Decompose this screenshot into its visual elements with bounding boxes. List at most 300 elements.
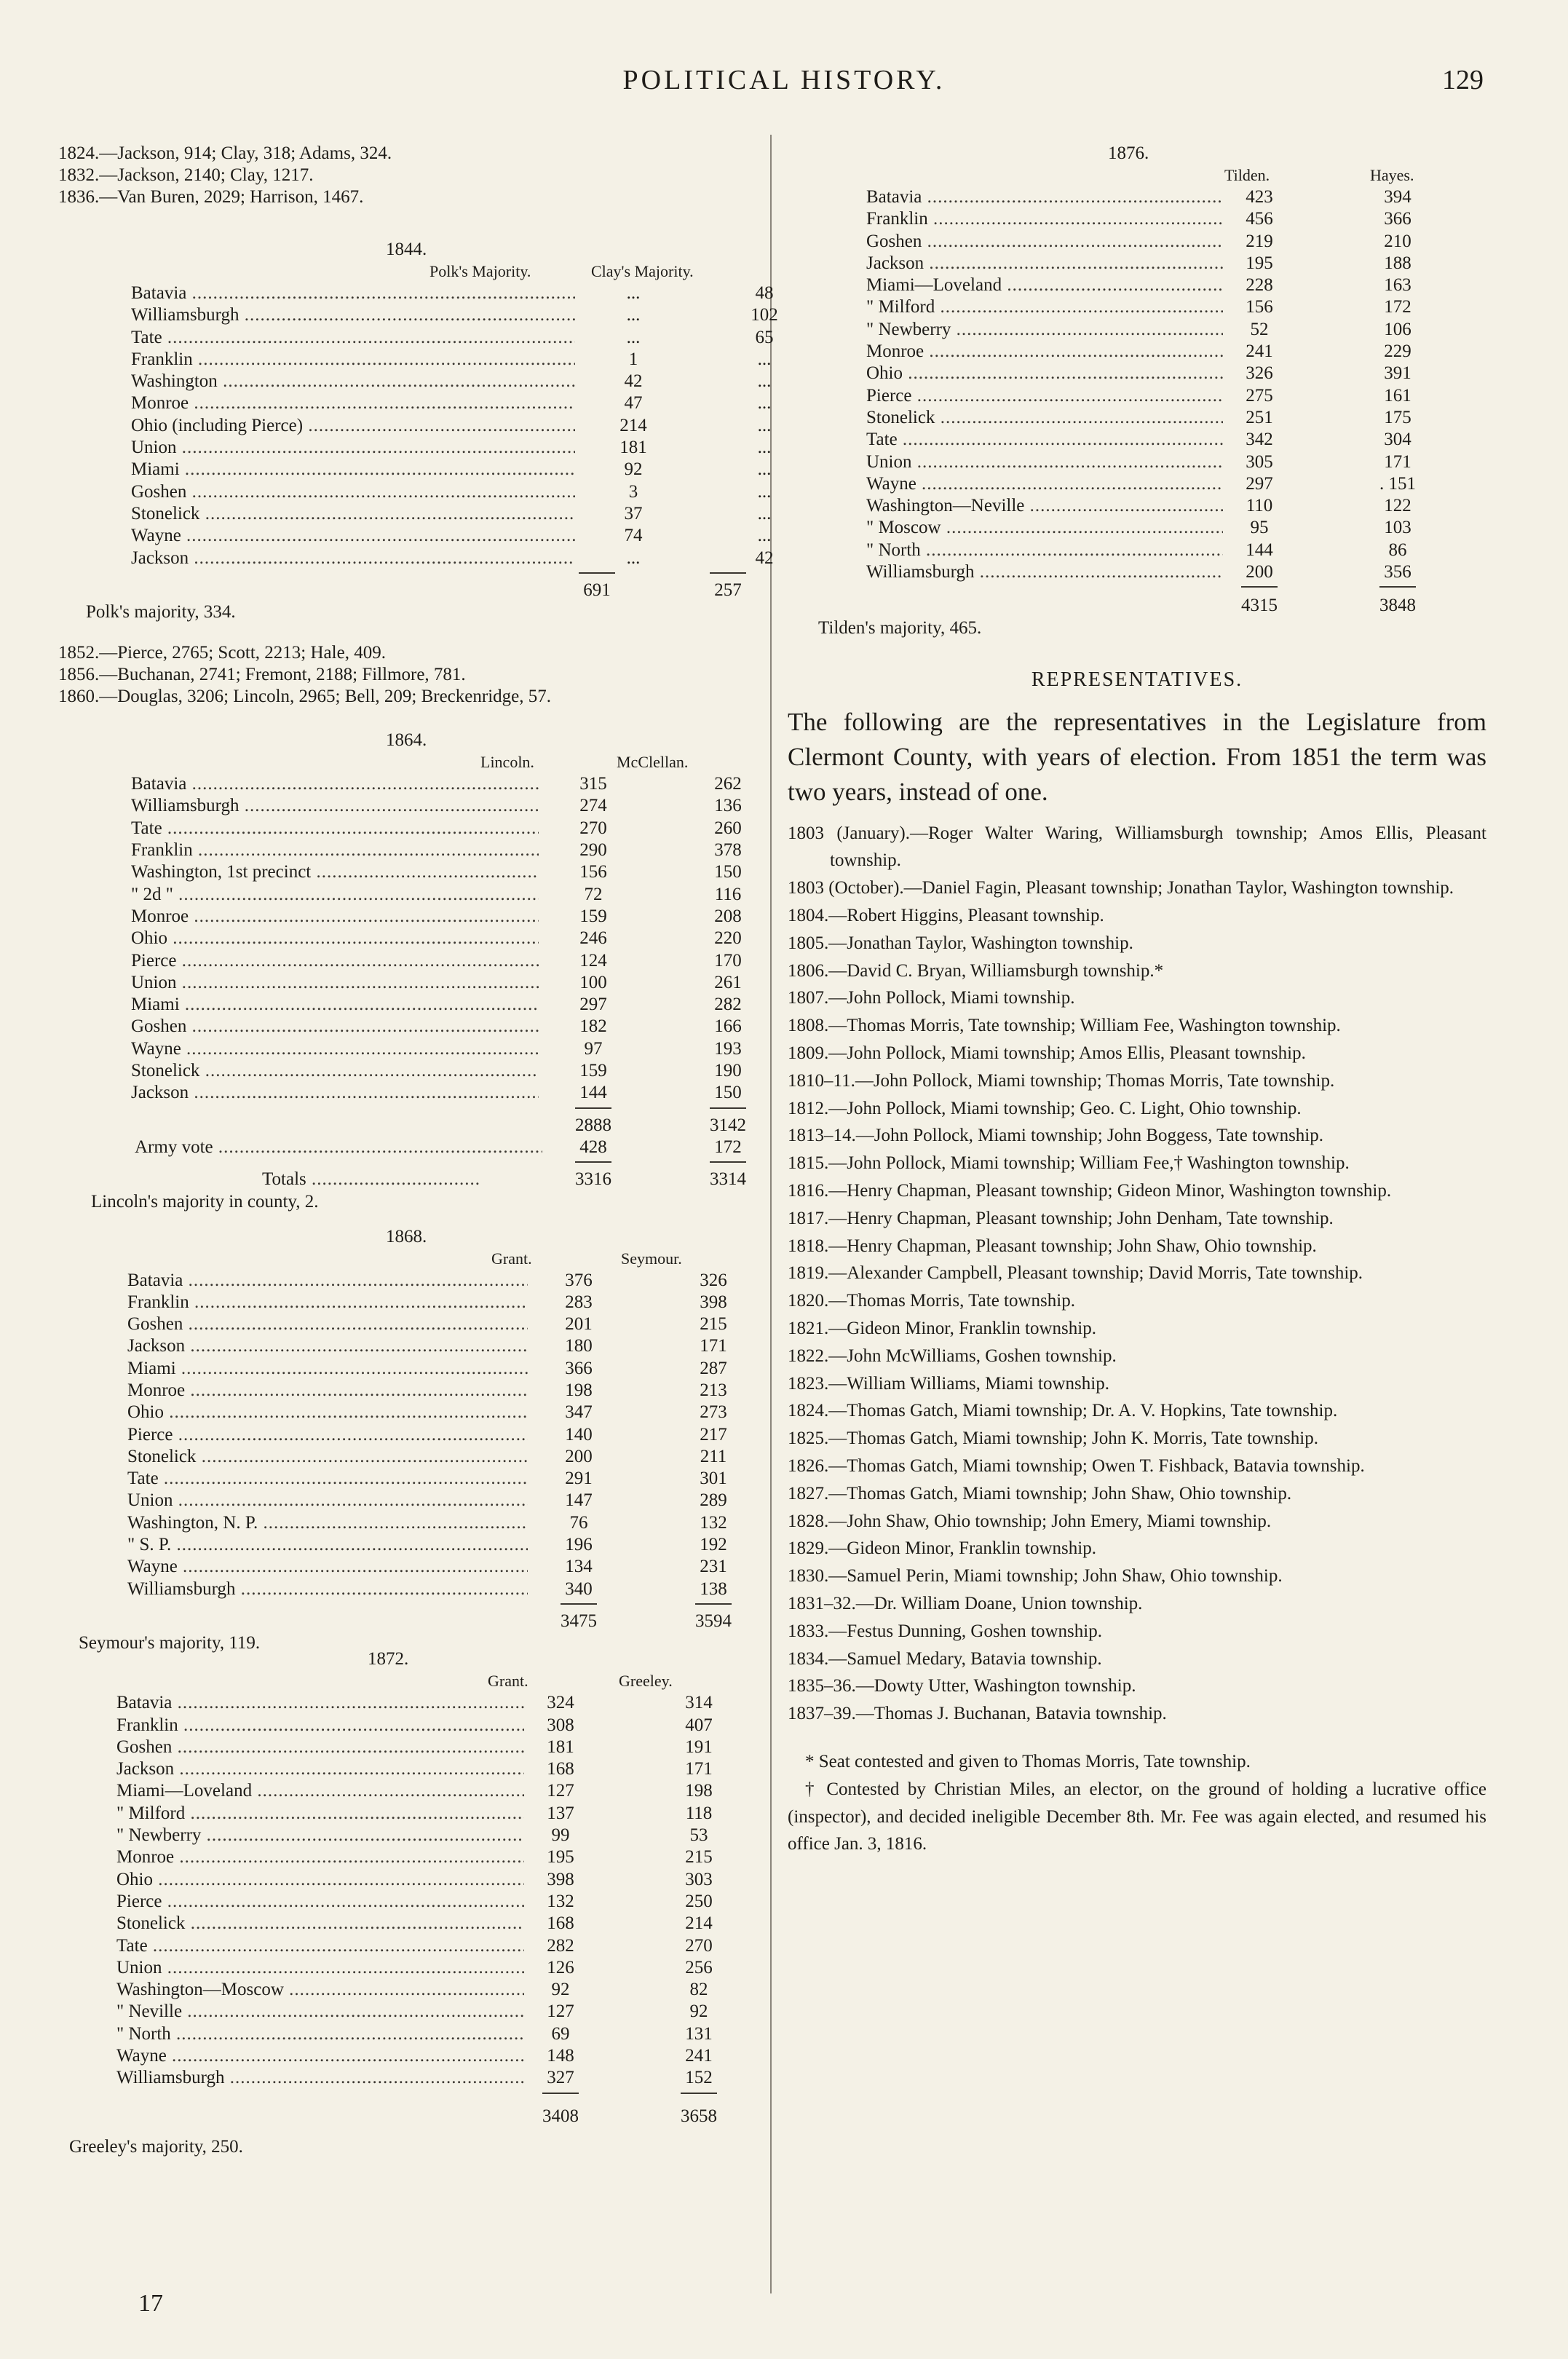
value-a: 181 [547, 1736, 574, 1757]
rep-entry: 1806.—David C. Bryan, Williamsburgh township.* [788, 960, 1164, 981]
table-row [866, 517, 1486, 539]
value-b: 166 [714, 1016, 742, 1037]
value-a: 100 [579, 972, 607, 992]
township-name: Batavia ..... [116, 1692, 524, 1714]
total-b: 3658 [681, 2106, 717, 2126]
rep-entry: 1804.—Robert Higgins, Pleasant township. [788, 906, 1104, 926]
value-a: 99 [551, 1825, 570, 1846]
table-row [116, 1736, 757, 1758]
table-row [131, 304, 778, 326]
value-b: 261 [714, 972, 742, 992]
value-b: 366 [1384, 209, 1411, 229]
table-row [116, 1913, 757, 1935]
value-b: 210 [1384, 231, 1411, 251]
value-a: 195 [547, 1847, 574, 1868]
majority-note: Greeley's majority, 250. [69, 2136, 243, 2157]
sum-rule [127, 1600, 757, 1611]
township-name: Stonelick ..... [116, 1913, 524, 1935]
table-row [116, 2001, 757, 2023]
table-row [131, 548, 774, 569]
table-row [866, 186, 1486, 208]
township-name: " Newberry ..... [866, 319, 1223, 341]
row-name: Army vote ..... [135, 1137, 542, 1158]
township-name: Monroe ..... [866, 341, 1223, 363]
value-a: 159 [579, 906, 607, 926]
township-name: Union ..... [116, 1957, 524, 1979]
totals-row [131, 580, 757, 601]
sum-rule [116, 2090, 757, 2100]
township-name: " 2d " ..... [131, 884, 539, 906]
rep-entry: 1816.—Henry Chapman, Pleasant township; Gideon Minor, Washington township. [788, 1181, 1392, 1201]
township-name: Stonelick ..... [866, 407, 1223, 429]
total-a: 4315 [1241, 596, 1278, 616]
value-b: 172 [1384, 297, 1411, 317]
table-row [131, 884, 757, 906]
township-name: Monroe ..... [131, 392, 575, 414]
reps-list [788, 820, 1486, 1728]
township-name: Williamsburgh ..... [131, 795, 539, 817]
election-1864 [58, 730, 757, 1212]
rep-entry: 1827.—Thomas Gatch, Miami township; John Shaw, Ohio township. [788, 1483, 1292, 1503]
township-name: " Milford ..... [866, 296, 1223, 318]
rep-entry: 1828.—John Shaw, Ohio township; John Emery, Miami township. [788, 1511, 1272, 1531]
township-name: " Newberry ..... [116, 1825, 524, 1846]
rep-entry: 1807.—John Pollock, Miami township. [788, 988, 1075, 1008]
value-a: 290 [579, 840, 607, 861]
early-results [58, 143, 757, 208]
column-headers [58, 1670, 757, 1692]
table-row [866, 274, 1486, 296]
table-row [116, 1780, 757, 1802]
value-a: 110 [1246, 496, 1273, 516]
township-name: Goshen ..... [131, 481, 575, 503]
table-row [131, 773, 757, 795]
table-row [116, 1935, 757, 1957]
value-b: 256 [685, 1957, 713, 1977]
value-b: 303 [685, 1869, 713, 1889]
col-header: McClellan. [617, 753, 689, 772]
value-b: 48 [755, 283, 774, 303]
totals-row [131, 1169, 757, 1190]
value-a: 147 [565, 1490, 593, 1511]
table-row [116, 1979, 757, 2001]
table-row [127, 1534, 757, 1556]
table-row [116, 1758, 757, 1780]
value-b: ... [757, 415, 772, 435]
right-column [788, 143, 1486, 1858]
table-row [866, 319, 1486, 341]
value-b: 150 [714, 1083, 742, 1103]
value-b: 42 [755, 548, 774, 568]
army-row [131, 1137, 757, 1158]
footnotes [788, 1748, 1486, 1858]
value-b: 213 [700, 1380, 727, 1400]
table-row [866, 208, 1486, 230]
sum-rule [131, 1158, 757, 1169]
township-name: Williamsburgh ..... [866, 561, 1223, 583]
value-a: 376 [565, 1270, 593, 1290]
table-row [127, 1512, 757, 1534]
township-name: Ohio ..... [116, 1869, 524, 1891]
value-a: 1 [628, 349, 638, 369]
col-header: Grant. [488, 1672, 528, 1691]
value-a: 144 [579, 1083, 607, 1103]
value-b: 407 [685, 1715, 713, 1735]
value-b: 398 [700, 1292, 727, 1312]
army-a: 428 [579, 1137, 607, 1157]
value-b: 103 [1384, 518, 1411, 538]
value-b: 190 [714, 1061, 742, 1081]
table-row [131, 906, 757, 928]
col-header: Greeley. [619, 1672, 673, 1691]
township-name: Wayne ..... [131, 525, 575, 547]
township-name: Miami—Loveland ..... [116, 1780, 524, 1802]
value-b: 273 [700, 1402, 727, 1423]
value-a: 251 [1246, 407, 1273, 427]
result-line: 1824.—Jackson, 914; Clay, 318; Adams, 324. [58, 143, 392, 163]
table-row [131, 1082, 757, 1104]
table-row [131, 795, 757, 817]
table-row [127, 1380, 757, 1402]
army-b: 172 [714, 1137, 742, 1157]
value-a: 37 [624, 503, 643, 523]
rep-entry: 1812.—John Pollock, Miami township; Geo. C. Light, Ohio township. [788, 1098, 1302, 1118]
value-a: ... [626, 327, 641, 347]
value-b: 220 [714, 928, 742, 949]
value-b: 241 [685, 2046, 713, 2066]
totals-row [127, 1611, 757, 1632]
value-b: 289 [700, 1490, 727, 1511]
table-row [866, 341, 1486, 363]
value-a: 315 [579, 774, 607, 794]
table-row [866, 451, 1486, 473]
rep-entry: 1817.—Henry Chapman, Pleasant township; John Denham, Tate township. [788, 1208, 1334, 1228]
mid-results [58, 642, 757, 708]
township-name: Ohio ..... [131, 928, 539, 949]
value-a: 76 [569, 1512, 588, 1533]
table-row [131, 861, 757, 883]
value-a: 270 [579, 818, 607, 838]
table-row [131, 928, 757, 949]
value-a: 214 [619, 415, 647, 435]
township-name: Ohio (including Pierce) ..... [131, 415, 575, 437]
value-a: 168 [547, 1759, 574, 1779]
total-b: 3314 [710, 1169, 746, 1190]
election-1872 [58, 1648, 757, 2158]
col-header: Clay's Majority. [591, 262, 694, 280]
column-headers [788, 165, 1486, 186]
value-b: 150 [714, 862, 742, 882]
table-row [116, 1869, 757, 1891]
value-a: 69 [551, 2023, 570, 2044]
sum-rule [131, 1105, 757, 1115]
table-row [131, 972, 757, 994]
value-b: 131 [685, 2023, 713, 2044]
rep-entry: 1805.—Jonathan Taylor, Washington township. [788, 933, 1133, 953]
rep-entry: 1819.—Alexander Campbell, Pleasant township; David Morris, Tate township. [788, 1263, 1363, 1284]
township-name: Goshen ..... [131, 1016, 539, 1038]
township-name: Goshen ..... [127, 1313, 528, 1335]
rep-entry: 1835–36.—Dowty Utter, Washington township. [788, 1676, 1136, 1696]
left-column [58, 143, 778, 2158]
value-b: ... [757, 503, 772, 523]
township-name: Stonelick ..... [127, 1446, 528, 1468]
table-row [866, 540, 1486, 561]
majority-note: Polk's majority, 334. [86, 602, 236, 623]
value-a: 47 [624, 393, 643, 414]
total-b: 3594 [695, 1611, 732, 1631]
value-b: 260 [714, 818, 742, 838]
election-1844 [58, 239, 778, 623]
result-line: 1852.—Pierce, 2765; Scott, 2213; Hale, 409. [58, 643, 386, 663]
value-b: ... [757, 481, 772, 502]
township-name: Jackson ..... [116, 1758, 524, 1780]
value-b: 136 [714, 796, 742, 816]
value-b: 304 [1384, 430, 1411, 450]
results-table [131, 282, 778, 569]
township-name: Union ..... [866, 451, 1223, 473]
table-row [866, 231, 1486, 253]
table-row [866, 363, 1486, 384]
column-headers [58, 751, 757, 773]
row-name: Totals ..... [262, 1169, 480, 1190]
township-name: Jackson ..... [127, 1335, 528, 1357]
results-table [131, 773, 757, 1104]
value-b: 116 [714, 884, 742, 904]
value-a: 196 [565, 1535, 593, 1555]
value-b: 152 [685, 2068, 713, 2088]
table-row [116, 1891, 757, 1913]
value-a: 195 [1246, 253, 1273, 273]
rep-entry: 1808.—Thomas Morris, Tate township; William Fee, Washington township. [788, 1016, 1341, 1036]
value-a: 324 [547, 1693, 574, 1713]
value-b: 217 [700, 1424, 727, 1445]
value-a: 198 [565, 1380, 593, 1400]
value-a: 200 [565, 1446, 593, 1466]
total-b: 3848 [1379, 596, 1416, 616]
table-row [116, 1803, 757, 1825]
value-a: 297 [1246, 473, 1273, 494]
township-name: Franklin ..... [131, 839, 539, 861]
table-row [866, 429, 1486, 451]
value-b: 122 [1384, 496, 1411, 516]
rep-entry: 1824.—Thomas Gatch, Miami township; Dr. A. V. Hopkins, Tate township. [788, 1401, 1338, 1421]
table-row [116, 1957, 757, 1979]
year-heading: 1864. [386, 730, 427, 751]
table-row [131, 1038, 757, 1060]
table-row [131, 481, 772, 503]
subtotal-row [131, 1115, 757, 1137]
reps-intro: The following are the representatives in the Legislature from Clermont County, with years of election. From 1851 the term was two years, instead of one. [788, 707, 1486, 806]
total-b: 257 [714, 580, 742, 600]
township-name: Jackson ..... [131, 548, 575, 569]
table-row [131, 950, 757, 972]
value-b: ... [757, 526, 772, 546]
township-name: Washington—Neville ..... [866, 495, 1223, 517]
rep-entry: 1818.—Henry Chapman, Pleasant township; John Shaw, Ohio township. [788, 1236, 1317, 1256]
majority-note: Tilden's majority, 465. [818, 617, 982, 638]
township-name: Franklin ..... [127, 1292, 528, 1313]
value-b: 170 [714, 950, 742, 971]
table-row [127, 1358, 757, 1380]
value-a: 156 [1246, 297, 1273, 317]
table-row [127, 1446, 757, 1468]
rep-entry: 1826.—Thomas Gatch, Miami township; Owen T. Fishback, Batavia township. [788, 1455, 1365, 1476]
value-a: 97 [584, 1038, 603, 1059]
result-line: 1836.—Van Buren, 2029; Harrison, 1467. [58, 187, 364, 207]
year-heading: 1844. [386, 240, 427, 259]
table-row [127, 1402, 757, 1423]
table-row [127, 1556, 757, 1578]
table-row [116, 2023, 757, 2045]
table-row [127, 1468, 757, 1490]
township-name: " Neville ..... [116, 2001, 524, 2023]
value-a: 42 [624, 371, 643, 392]
township-name: Franklin ..... [866, 208, 1223, 230]
rep-entry: 1810–11.—John Pollock, Miami township; Thomas Morris, Tate township. [788, 1070, 1335, 1091]
rep-entry: 1803 (October).—Daniel Fagin, Pleasant township; Jonathan Taylor, Washington township. [788, 878, 1454, 898]
table-row [116, 2045, 757, 2067]
table-row [131, 459, 772, 481]
table-row [866, 385, 1486, 407]
col-header: Seymour. [621, 1249, 682, 1268]
value-a: 52 [1250, 319, 1269, 339]
value-a: 137 [547, 1803, 574, 1823]
value-a: ... [626, 548, 641, 568]
rep-entry: 1813–14.—John Pollock, Miami township; John Boggess, Tate township. [788, 1126, 1323, 1146]
table-row [127, 1270, 757, 1292]
value-b: 175 [1384, 407, 1411, 427]
value-b: 326 [700, 1270, 727, 1290]
township-name: Union ..... [131, 972, 539, 994]
table-row [127, 1578, 757, 1600]
township-name: " S. P. ..... [127, 1534, 528, 1556]
township-name: Miami ..... [127, 1358, 528, 1380]
totals-row [866, 595, 1486, 617]
value-b: 270 [685, 1935, 713, 1956]
township-name: Stonelick ..... [131, 503, 575, 525]
value-b: ... [757, 438, 772, 458]
value-b: 65 [755, 327, 774, 347]
subtotal-b: 3142 [710, 1115, 746, 1135]
township-name: Batavia ..... [866, 186, 1223, 208]
table-row [131, 282, 774, 304]
page-header [0, 64, 1568, 108]
township-name: Ohio ..... [127, 1402, 528, 1423]
value-a: 423 [1246, 187, 1273, 207]
value-a: 126 [547, 1957, 574, 1977]
table-row [866, 407, 1486, 429]
value-b: 138 [700, 1578, 727, 1599]
value-b: 215 [700, 1314, 727, 1335]
value-a: 144 [1246, 540, 1273, 560]
value-a: 456 [1246, 209, 1273, 229]
value-b: 161 [1384, 385, 1411, 406]
rep-entry: 1837–39.—Thomas J. Buchanan, Batavia township. [788, 1704, 1167, 1724]
election-1868 [58, 1226, 757, 1655]
value-a: 342 [1246, 430, 1273, 450]
table-row [127, 1292, 757, 1313]
running-title: POLITICAL HISTORY. [622, 65, 946, 95]
township-name: Wayne ..... [116, 2045, 524, 2067]
column-headers [58, 1248, 757, 1270]
table-row [127, 1313, 757, 1335]
table-row [116, 1715, 757, 1736]
col-header: Grant. [491, 1249, 532, 1268]
rep-entry: 1825.—Thomas Gatch, Miami township; John K. Morris, Tate township. [788, 1429, 1318, 1449]
rep-entry: 1829.—Gideon Minor, Franklin township. [788, 1538, 1096, 1559]
value-a: 228 [1246, 275, 1273, 296]
township-name: Franklin ..... [131, 349, 575, 371]
value-a: 3 [628, 481, 638, 502]
township-name: Tate ..... [127, 1468, 528, 1490]
township-name: Washington, 1st precinct ..... [131, 861, 539, 883]
township-name: Tate ..... [131, 818, 539, 839]
col-header: Hayes. [1370, 166, 1414, 184]
value-a: 305 [1246, 451, 1273, 472]
value-a: 182 [579, 1016, 607, 1037]
value-a: 156 [579, 862, 607, 882]
township-name: Monroe ..... [116, 1846, 524, 1868]
value-a: 148 [547, 2046, 574, 2066]
value-a: 181 [619, 438, 647, 458]
township-name: Union ..... [131, 437, 575, 459]
township-name: " Moscow ..... [866, 517, 1223, 539]
township-name: " Milford ..... [116, 1803, 524, 1825]
township-name: Ohio ..... [866, 363, 1223, 384]
table-row [131, 349, 772, 371]
township-name: Washington, N. P. ..... [127, 1512, 528, 1534]
value-a: 134 [565, 1557, 593, 1577]
township-name: Goshen ..... [116, 1736, 524, 1758]
township-name: Monroe ..... [127, 1380, 528, 1402]
table-row [866, 253, 1486, 274]
table-row [131, 1016, 757, 1038]
township-name: Miami ..... [131, 459, 575, 481]
table-row [127, 1490, 757, 1512]
table-row [131, 818, 757, 839]
township-name: Wayne ..... [866, 473, 1223, 495]
table-row [116, 2067, 757, 2089]
table-row [866, 296, 1486, 318]
reps-heading: REPRESENTATIVES. [1031, 668, 1243, 691]
value-a: 140 [565, 1424, 593, 1445]
township-name: Tate ..... [116, 1935, 524, 1957]
value-a: 283 [565, 1292, 593, 1312]
value-b: 193 [714, 1038, 742, 1059]
value-b: 214 [685, 1913, 713, 1934]
rep-entry: 1821.—Gideon Minor, Franklin township. [788, 1318, 1096, 1338]
page-number: 129 [1442, 65, 1484, 95]
value-a: 201 [565, 1314, 593, 1335]
election-1876 [788, 143, 1486, 639]
value-b: ... [757, 371, 772, 392]
subtotal-a: 2888 [575, 1115, 611, 1135]
value-a: ... [626, 283, 641, 303]
table-row [866, 495, 1486, 517]
value-a: 124 [579, 950, 607, 971]
value-a: 180 [565, 1336, 593, 1356]
value-a: 74 [624, 526, 643, 546]
value-a: ... [626, 305, 641, 325]
table-row [131, 437, 772, 459]
result-line: 1860.—Douglas, 3206; Lincoln, 2965; Bell, 209; Breckenridge, 57. [58, 687, 551, 707]
value-a: 127 [547, 2002, 574, 2022]
result-line: 1856.—Buchanan, 2741; Fremont, 2188; Fillmore, 781. [58, 665, 466, 685]
col-header: Polk's Majority. [429, 262, 531, 280]
value-a: 200 [1246, 562, 1273, 582]
value-b: 132 [700, 1512, 727, 1533]
